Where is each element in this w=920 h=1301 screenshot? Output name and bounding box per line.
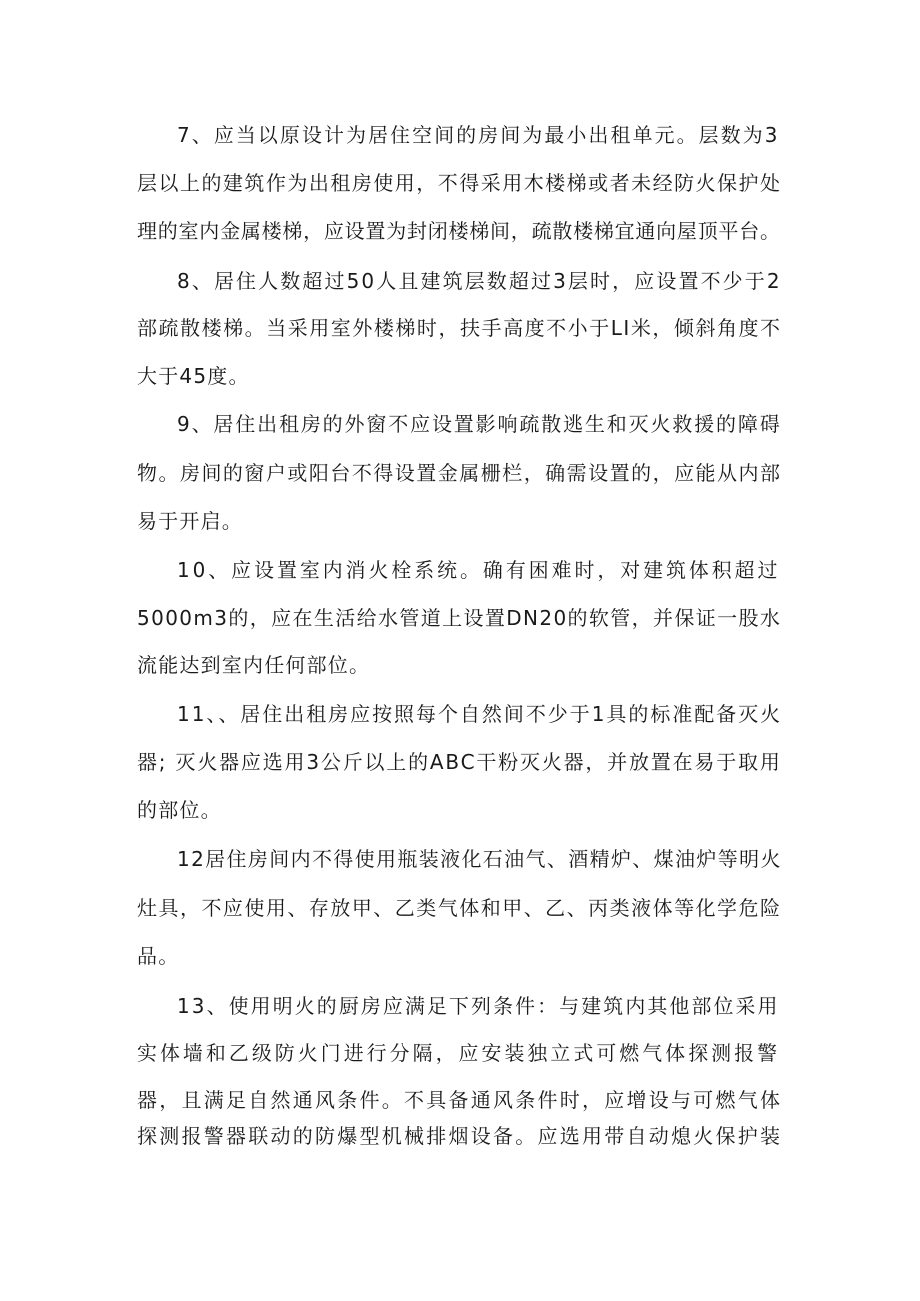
paragraph-8-line-1: 8、居住人数超过50人且建筑层数超过3层时，应设置不少于2 [177, 269, 782, 293]
paragraph-11-line-1: 11、、居住出租房应按照每个自然间不少于1具的标准配备灭火 [177, 702, 783, 726]
paragraph-9-line-3: 易于开启。 [137, 509, 243, 533]
paragraph-10-line-3: 流能达到室内任何部位。 [137, 653, 371, 677]
paragraph-8-line-2: 部疏散楼梯。当采用室外楼梯时，扶手高度不小于LI米，倾斜角度不 [137, 316, 782, 340]
paragraph-10-line-1: 10、应设置室内消火栓系统。确有困难时，对建筑体积超过 [177, 558, 781, 582]
paragraph-9-line-1: 9、居住出租房的外窗不应设置影响疏散逃生和灭火救援的障碍 [177, 412, 782, 436]
paragraph-9-line-2: 物。房间的窗户或阳台不得设置金属栅栏，确需设置的，应能从内部 [137, 461, 782, 485]
paragraph-8-line-3: 大于45度。 [137, 364, 250, 388]
paragraph-7-line-2: 层以上的建筑作为出租房使用，不得采用木楼梯或者未经防火保护处 [137, 171, 782, 195]
paragraph-13-line-1: 13、使用明火的厨房应满足下列条件：与建筑内其他部位采用 [177, 994, 780, 1018]
paragraph-12-line-2: 灶具，不应使用、存放甲、乙类气体和甲、乙、丙类液体等化学危险 [137, 896, 782, 920]
paragraph-13-line-2: 实体墙和乙级防火门进行分隔，应安装独立式可燃气体探测报警 [137, 1041, 781, 1065]
paragraph-11-line-3: 的部位。 [137, 798, 222, 822]
paragraph-13-line-3: 器，且满足自然通风条件。不具备通风条件时，应增设与可燃气体 [137, 1088, 783, 1112]
paragraph-11-line-2: 器; 灭火器应选用3公斤以上的ABC干粉灭火器，并放置在易于取用 [137, 750, 782, 774]
paragraph-13-line-4: 探测报警器联动的防爆型机械排烟设备。应选用带自动熄火保护装 [137, 1124, 783, 1148]
paragraph-7-line-3: 理的室内金属楼梯，应设置为封闭楼梯间，疏散楼梯宜通向屋顶平台。 [137, 219, 781, 243]
paragraph-10-line-2: 5000m3的，应在生活给水管道上设置DN20的软管，并保证一股水 [137, 606, 782, 630]
paragraph-7-line-1: 7、应当以原设计为居住空间的房间为最小出租单元。层数为3 [177, 123, 780, 147]
paragraph-12-line-1: 12居住房间内不得使用瓶装液化石油气、酒精炉、煤油炉等明火 [177, 847, 782, 871]
paragraph-12-line-3: 品。 [137, 944, 180, 968]
